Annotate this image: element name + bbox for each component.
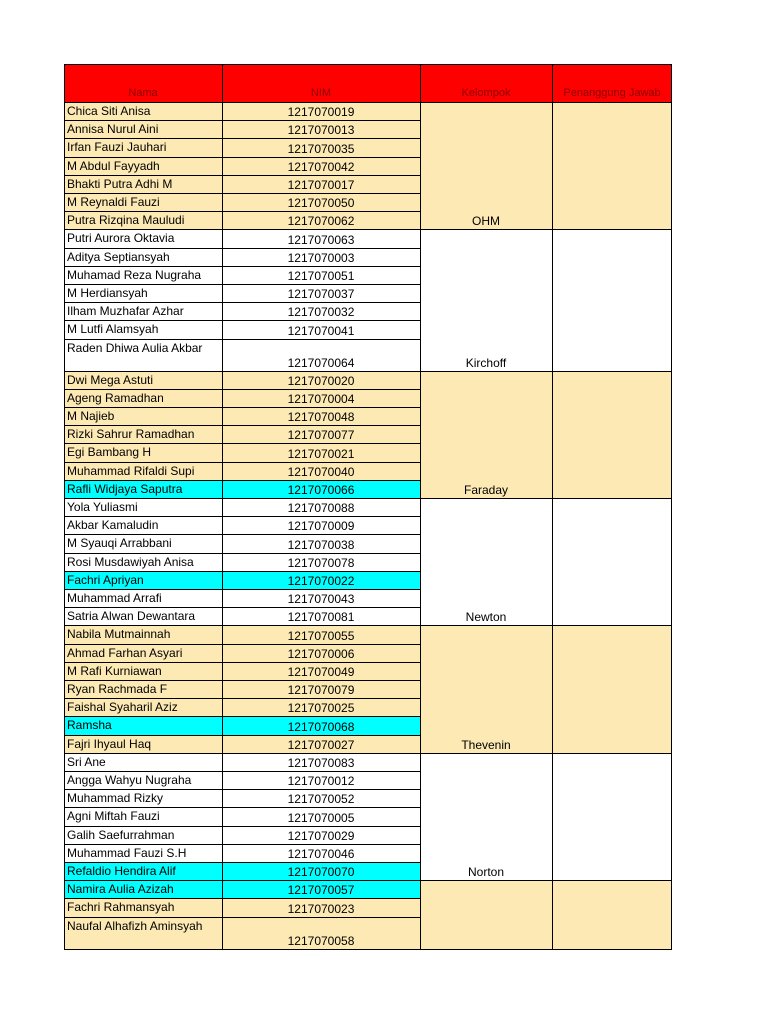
- grid-line: [64, 516, 420, 517]
- nim-cell: 1217070012: [287, 774, 355, 789]
- grid-line: [64, 589, 420, 590]
- nama-cell: Dwi Mega Astuti: [67, 372, 154, 387]
- grid-line: [64, 462, 420, 463]
- header-nama: Nama: [128, 87, 158, 99]
- nama-cell: Angga Wahyu Nugraha: [67, 773, 192, 787]
- group-penanggung-jawab-cell: [552, 229, 672, 370]
- grid-line: [420, 371, 672, 372]
- nama-cell: Naufal Alhafizh Aminsyah: [67, 918, 203, 933]
- nama-cell: Akbar Kamaludin: [67, 518, 159, 533]
- grid-line: [64, 898, 420, 899]
- nama-cell: Yola Yuliasmi: [67, 500, 138, 514]
- nim-cell: 1217070040: [287, 464, 355, 479]
- grid-line: [64, 138, 420, 139]
- grid-line: [420, 498, 672, 499]
- grid-line: [64, 157, 420, 158]
- nama-cell: Muhammad Rifaldi Supi: [67, 463, 195, 478]
- group-kelompok-cell: Norton: [420, 753, 552, 880]
- nim-cell: 1217070017: [287, 177, 355, 192]
- nim-cell: 1217070066: [287, 482, 355, 497]
- grid-line: [64, 826, 420, 827]
- grid-line: [64, 662, 420, 663]
- nim-cell: 1217070068: [287, 719, 355, 734]
- grid-line: [64, 248, 420, 249]
- grid-line: [64, 193, 420, 194]
- nama-cell: Raden Dhiwa Aulia Akbar: [67, 340, 203, 355]
- grid-line: [64, 753, 420, 754]
- nim-cell: 1217070004: [287, 391, 355, 406]
- nama-cell: M Rafi Kurniawan: [67, 663, 162, 678]
- grid-line: [64, 553, 420, 554]
- grid-line: [64, 771, 420, 772]
- nim-cell: 1217070083: [287, 755, 355, 770]
- nama-cell: Bhakti Putra Adhi M: [67, 176, 173, 191]
- header-nim: NIM: [310, 87, 332, 99]
- grid-line: [222, 64, 223, 949]
- nim-cell: 1217070062: [287, 214, 355, 229]
- nama-cell: Aditya Septiansyah: [67, 249, 170, 264]
- nim-cell: 1217070023: [287, 901, 355, 916]
- grid-line: [64, 644, 420, 645]
- grid-line: [64, 607, 420, 608]
- nama-cell: Nabila Mutmainnah: [67, 627, 171, 642]
- grid-line: [64, 284, 420, 285]
- nama-cell: Fajri Ihyaul Haq: [67, 736, 152, 751]
- nim-cell: 1217070003: [287, 250, 355, 265]
- nim-cell: 1217070050: [287, 196, 355, 211]
- nim-cell: 1217070009: [287, 519, 355, 534]
- nama-cell: Ryan Rachmada F: [67, 682, 168, 696]
- group-kelompok-cell: Kirchoff: [420, 229, 552, 370]
- nim-cell: 1217070022: [287, 573, 355, 588]
- nama-cell: Sri Ane: [67, 754, 106, 769]
- grid-line: [64, 229, 420, 230]
- spreadsheet-table: [64, 64, 672, 949]
- nama-cell: Galih Saefurrahman: [67, 827, 175, 842]
- nama-cell: Faishal Syaharil Aziz: [67, 700, 178, 715]
- grid-line: [64, 480, 420, 481]
- nim-cell: 1217070037: [287, 287, 355, 302]
- grid-line: [64, 862, 420, 863]
- nama-cell: Muhammad Fauzi S.H: [67, 845, 187, 860]
- grid-line: [420, 949, 672, 950]
- grid-line: [64, 102, 672, 103]
- nama-cell: Ageng Ramadhan: [67, 390, 164, 405]
- group-penanggung-jawab-cell: [552, 498, 672, 625]
- nama-cell: M Najieb: [67, 409, 115, 423]
- grid-line: [420, 625, 672, 626]
- grid-line: [64, 443, 420, 444]
- nim-cell: 1217070058: [287, 933, 355, 948]
- nama-cell: M Reynaldi Fauzi: [67, 195, 160, 209]
- grid-line: [420, 753, 672, 754]
- group-kelompok-cell: Faraday: [420, 371, 552, 498]
- nama-cell: M Syauqi Arrabbani: [67, 536, 172, 551]
- nama-cell: Agni Miftah Fauzi: [67, 809, 160, 824]
- nim-cell: 1217070051: [287, 268, 355, 283]
- grid-line: [420, 64, 421, 949]
- nim-cell: 1217070029: [287, 828, 355, 843]
- nim-cell: 1217070078: [287, 555, 355, 570]
- nama-cell: Ahmad Farhan Asyari: [67, 645, 183, 660]
- grid-line: [64, 64, 672, 65]
- grid-line: [64, 175, 420, 176]
- group-kelompok-cell: Newton: [420, 498, 552, 625]
- nama-cell: Rizki Sahrur Ramadhan: [67, 427, 195, 442]
- nim-cell: 1217070046: [287, 846, 355, 861]
- nim-cell: 1217070019: [287, 105, 355, 120]
- grid-line: [64, 949, 420, 950]
- grid-line: [420, 880, 672, 881]
- nim-cell: 1217070035: [287, 141, 355, 156]
- grid-line: [64, 844, 420, 845]
- grid-line: [64, 64, 65, 949]
- nim-cell: 1217070006: [287, 646, 355, 661]
- nama-cell: Egi Bambang H: [67, 445, 152, 460]
- grid-line: [64, 534, 420, 535]
- grid-line: [64, 716, 420, 717]
- nama-cell: Chica Siti Anisa: [67, 104, 151, 118]
- grid-line: [64, 371, 420, 372]
- nim-cell: 1217070025: [287, 701, 355, 716]
- grid-line: [64, 680, 420, 681]
- grid-line: [64, 407, 420, 408]
- nama-cell: Ilham Muzhafar Azhar: [67, 304, 184, 319]
- nim-cell: 1217070070: [287, 865, 355, 880]
- nama-cell: Irfan Fauzi Jauhari: [67, 140, 167, 155]
- grid-line: [64, 625, 420, 626]
- grid-line: [64, 339, 420, 340]
- nama-cell: M Abdul Fayyadh: [67, 158, 160, 173]
- grid-line: [64, 880, 420, 881]
- group-penanggung-jawab-cell: [552, 102, 672, 229]
- grid-line: [64, 389, 420, 390]
- nim-cell: 1217070032: [287, 305, 355, 320]
- nama-cell: Muhamad Reza Nugraha: [67, 267, 202, 282]
- nama-cell: Annisa Nurul Aini: [67, 122, 159, 137]
- nim-cell: 1217070081: [287, 610, 355, 625]
- nim-cell: 1217070055: [287, 628, 355, 643]
- nim-cell: 1217070038: [287, 537, 355, 552]
- grid-line: [64, 698, 420, 699]
- nama-cell: Putri Aurora Oktavia: [67, 231, 175, 246]
- nama-cell: Satria Alwan Dewantara: [67, 609, 196, 624]
- nama-cell: Rosi Musdawiyah Anisa: [67, 554, 194, 569]
- grid-line: [64, 320, 420, 321]
- nim-cell: 1217070027: [287, 737, 355, 752]
- nim-cell: 1217070088: [287, 501, 355, 516]
- nim-cell: 1217070013: [287, 123, 355, 138]
- nim-cell: 1217070041: [287, 323, 355, 338]
- nama-cell: M Herdiansyah: [67, 286, 148, 300]
- group-kelompok-cell: OHM: [420, 102, 552, 229]
- nim-cell: 1217070063: [287, 232, 355, 247]
- grid-line: [64, 498, 420, 499]
- nim-cell: 1217070048: [287, 410, 355, 425]
- grid-line: [64, 120, 420, 121]
- nama-cell: Refaldio Hendira Alif: [67, 864, 176, 878]
- group-kelompok-cell: Thevenin: [420, 625, 552, 752]
- nama-cell: Muhammad Arrafi: [67, 591, 162, 605]
- group-penanggung-jawab-cell: [552, 753, 672, 880]
- nim-cell: 1217070021: [287, 446, 355, 461]
- nama-cell: Muhammad Rizky: [67, 791, 164, 806]
- nama-cell: Fachri Rahmansyah: [67, 900, 175, 915]
- group-kelompok-cell: [420, 880, 552, 948]
- nama-cell: Fachri Apriyan: [67, 572, 144, 587]
- grid-line: [64, 302, 420, 303]
- nim-cell: 1217070042: [287, 159, 355, 174]
- nama-cell: M Lutfi Alamsyah: [67, 322, 159, 337]
- grid-line: [64, 917, 420, 918]
- nim-cell: 1217070052: [287, 792, 355, 807]
- grid-line: [64, 789, 420, 790]
- group-penanggung-jawab-cell: [552, 625, 672, 752]
- nama-cell: Namira Aulia Azizah: [67, 882, 174, 897]
- nim-cell: 1217070079: [287, 683, 355, 698]
- header-kelompok: Kelompok: [461, 87, 511, 99]
- group-penanggung-jawab-cell: [552, 371, 672, 498]
- nim-cell: 1217070020: [287, 373, 355, 388]
- nim-cell: 1217070064: [287, 355, 355, 370]
- nim-cell: 1217070043: [287, 592, 355, 607]
- nim-cell: 1217070077: [287, 428, 355, 443]
- nim-cell: 1217070005: [287, 810, 355, 825]
- grid-line: [64, 735, 420, 736]
- grid-line: [64, 425, 420, 426]
- grid-line: [420, 229, 672, 230]
- nim-cell: 1217070057: [287, 883, 355, 898]
- nama-cell: Ramsha: [67, 718, 112, 733]
- grid-line: [64, 807, 420, 808]
- header-penanggung-jawab: Penanggung Jawab: [563, 87, 661, 99]
- group-penanggung-jawab-cell: [552, 880, 672, 948]
- grid-line: [64, 211, 420, 212]
- nama-cell: Rafli Widjaya Saputra: [67, 481, 183, 496]
- nim-cell: 1217070049: [287, 664, 355, 679]
- grid-line: [64, 266, 420, 267]
- grid-line: [552, 64, 553, 949]
- grid-line: [671, 64, 672, 949]
- grid-line: [64, 571, 420, 572]
- nama-cell: Putra Rizqina Mauludi: [67, 213, 185, 228]
